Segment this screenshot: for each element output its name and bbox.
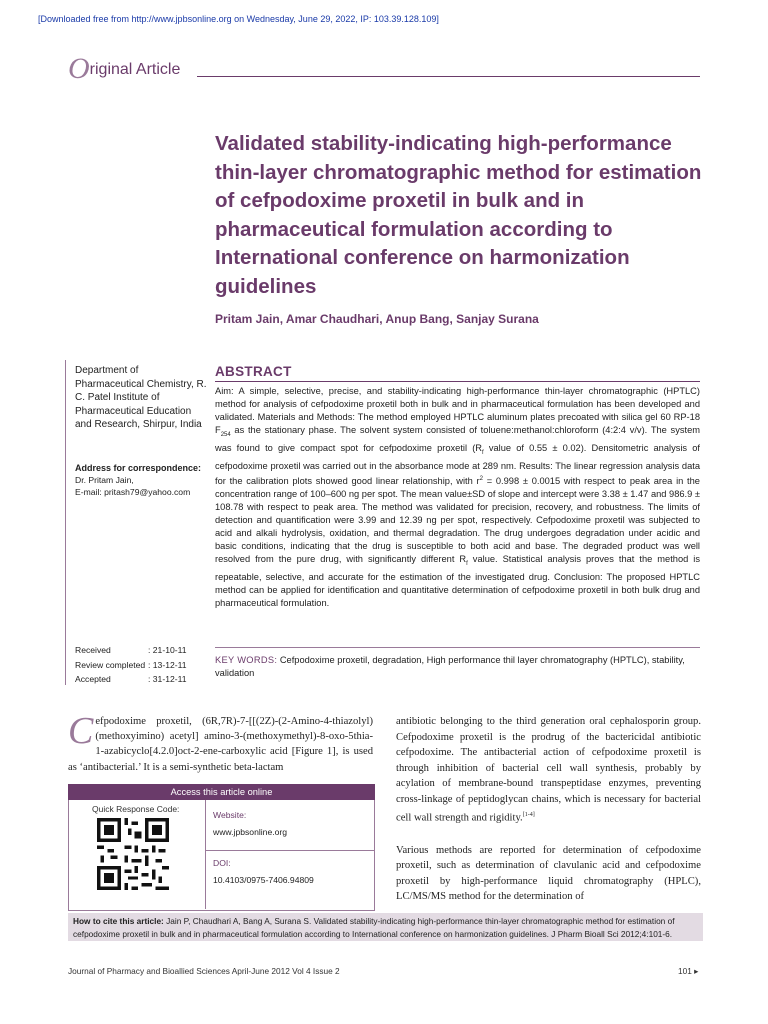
- article-title: Validated stability-indicating high-performance thin-layer chromatographic method for estimation of cefpodoxime proxetil in bulk and in pharmaceutical formulation according to International conference on harmonization guidelines: [215, 132, 702, 298]
- article-type-initial: O: [68, 52, 90, 85]
- qr-label: Quick Response Code:: [92, 804, 180, 814]
- date-accepted: Accepted : 31-12-11: [75, 674, 187, 684]
- keywords: [215, 654, 700, 681]
- abstract-heading: ABSTRACT: [215, 364, 292, 379]
- website-label: Website:: [213, 810, 247, 820]
- doi-label: DOI:: [213, 858, 231, 868]
- qr-code-icon[interactable]: [97, 818, 169, 890]
- body-column-1: Cefpodoxime proxetil, (6R,7R)-7-[[(2Z)-(2-Amino-4-thiazolyl) (methoxyimino) acetyl] amino-3-(methoxymethyl)-8-oxo-5thia-1-azabicyclo[4.2.0]oct-2-ene-carboxylic acid [Figure 1], is used as ‘antibacterial.’ It is a semi-synthetic beta-lactam: [68, 710, 373, 773]
- reference-marker[interactable]: [1-4]: [522, 811, 535, 818]
- doi-link[interactable]: 10.4103/0975-7406.94809: [213, 875, 314, 885]
- drop-cap: C: [68, 710, 94, 752]
- correspondence-email[interactable]: E-mail: pritash79@yahoo.com: [75, 487, 191, 497]
- abstract-text: Aim: A simple, selective, precise, and stability-indicating high-performance thin-layer chromatographic (HPTLC) method for analysis of cefpodoxime proxetil both in bulk and in pharmaceutical formulation has been developed and validated. Materials and Methods: The method employed HPTLC aluminum plates precoated with silica gel 60 RP-18 $F_{254}$ as the stationary phase. The solvent system consisted of toluene:methanol:chloroform (4:2:4 v/v). The system was found to give compact spot for cefpodoxime proxetil ($R_f$ value of 0.55 ± 0.02). Densitometric analysis of cefpodoxime proxetil was carried out in the absorbance mode at 289 nm. Results: The linear regression analysis data for the calibration plots showed good linear relationship, with $r^2 = 0.998 \pm 0.0015$ with respect to peak area in the concentration range of 100–600 ng per spot. The mean value±SD of slope and intercept were 3.38 ± 1.47 and 986.9 ± 108.78 with respect to peak area. The method was validated for precision, recovery, and robustness. The limits of detection and quantification were 3.99 and 12.39 ng per spot, respectively. Cefpodoxime proxetil was subjected to acid and alkali hydrolysis, oxidation, and thermal degradation. The drug undergoes degradation under acidic and basic conditions, indicating that the drug is susceptible to both acid and base. The degraded product was well resolved from the pure drug, with significantly different $R_f$ value. Statistical analysis proves that the method is repeatable, selective, and accurate for the estimation of the investigated drug. Conclusion: The proposed HPTLC method can be applied for identification and quantitative determination of cefpodoxime proxetil in both bulk drug and pharmaceutical formulation.: [215, 386, 700, 609]
- correspondence-name: Dr. Pritam Jain,: [75, 475, 134, 485]
- keywords-rule: [215, 647, 700, 648]
- citation-label: How to cite this article:: [73, 916, 164, 926]
- date-received: Received : 21-10-11: [75, 645, 187, 655]
- page-number: 101 ▸: [678, 966, 699, 976]
- correspondence: [75, 462, 215, 498]
- access-box-rule: [205, 850, 375, 851]
- website-link[interactable]: www.jpbsonline.org: [213, 827, 288, 837]
- keywords-label: KEY WORDS:: [215, 655, 278, 665]
- article-type: [68, 52, 180, 86]
- sidebar-divider: [65, 360, 66, 685]
- journal-footer: Journal of Pharmacy and Bioallied Sciences April-June 2012 Vol 4 Issue 2: [68, 966, 340, 976]
- access-box-divider: [205, 800, 206, 909]
- body-column-2: antibiotic belonging to the third generation oral cephalosporin group. Cefpodoxime proxetil is the prodrug of the bactericidal antibiotic cefpodoxime. The antibacterial action of cefpodoxime proxetil is through inhibition of bacterial cell wall synthesis, probably by acylation of membrane-bound transpeptidase enzymes, preventing cross-linkage of peptidoglycan chains, which is necessary for bacterial cell wall strength and rigidity.[1-4] Various methods are reported for determination of cefpodoxime proxetil, such as determination of clavulanic acid and cefpodoxime proxetil by high-performance liquid chromatography (HPLC), LC/MS/MS method for the determination of: [396, 716, 701, 903]
- download-line: [Downloaded free from http://www.jpbsonline.org on Wednesday, June 29, 2022, IP: 103.39.128.109]: [38, 14, 439, 24]
- keywords-list: Cefpodoxime proxetil, degradation, High performance thil layer chromatography (HPTLC), stability, validation: [215, 655, 685, 679]
- citation-text: Jain P, Chaudhari A, Bang A, Surana S. Validated stability-indicating high-performance thin-layer chromatographic method for estimation of cefpodoxime proxetil in bulk and in pharmaceutical formulation according to International conference on harmonization guidelines. J Pharm Bioall Sci 2012;4:101-6.: [73, 916, 675, 939]
- abstract-rule: [215, 381, 700, 382]
- article-type-rest: riginal Article: [89, 61, 181, 78]
- citation-box: [68, 913, 703, 941]
- article-dates: [75, 643, 187, 687]
- header-rule: [197, 76, 700, 77]
- correspondence-label: Address for correspondence:: [75, 463, 202, 473]
- affiliation: Department of Pharmaceutical Chemistry, R. C. Patel Institute of Pharmaceutical Education and Research, Shirpur, India: [75, 365, 207, 431]
- access-box-heading: Access this article online: [68, 784, 375, 800]
- date-review: Review completed : 13-12-11: [75, 659, 187, 670]
- authors: Pritam Jain, Amar Chaudhari, Anup Bang, Sanjay Surana: [215, 312, 539, 326]
